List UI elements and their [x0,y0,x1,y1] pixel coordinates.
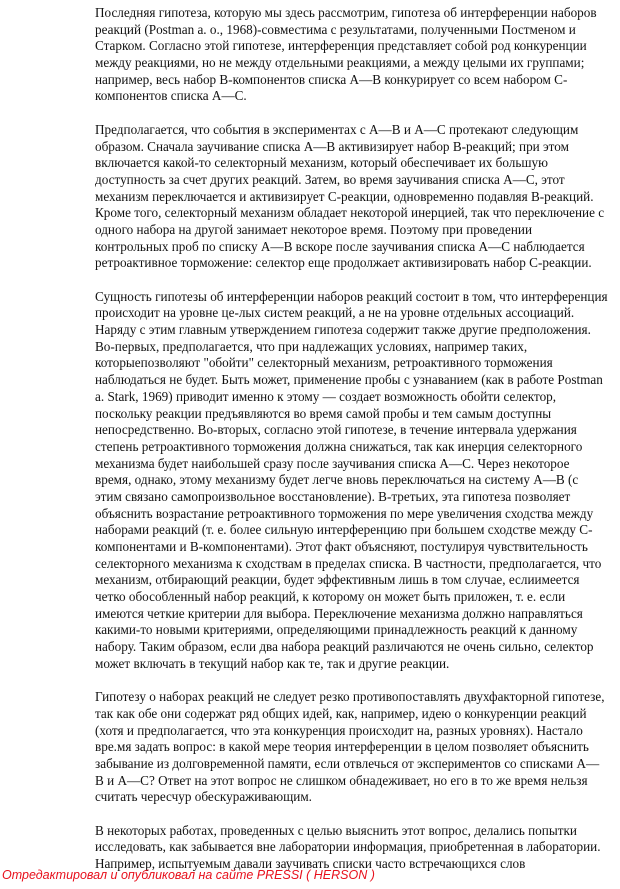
text-line: компонентов списка А—С. [95,88,247,104]
text-line: включается какой-то селекторный механизм, который обеспечивает их большую [95,155,548,171]
paragraph [95,289,617,673]
text-line: Например, испытуемым давали заучивать списки часто встречающихся слов [95,856,526,872]
document-body [95,5,617,889]
text-line: механизма будет наибольшей сразу после заучивания списка А—С. Через некоторое [95,455,570,471]
text-line: (хотя и предполагается, что эта конкуренция происходит на, разных уровнях). Настало [95,722,583,738]
text-line: Последняя гипотеза, которую мы здесь рассмотрим, гипотеза об интерференции наборов [95,5,597,20]
text-line: реакций (Postman a. o., 1968)-совместима с результатами, полученными Постменом и [95,21,576,37]
paragraph [95,5,617,105]
text-line: происходит на уровне це-лых систем реакций, а не на уровне отдельных ассоциаций. [95,305,575,321]
text-line: селекторного механизма к сходствам в пределах списка. В частности, предполагается, что [95,555,602,571]
text-line: компонентами и В-компонентами). Этот факт объясняют, постулируя чувствительность [95,539,588,554]
text-line: например, весь набор В-компонентов списка А—В конкурирует со всем набором С- [95,71,568,87]
text-line: Кроме того, селекторный механизм обладает некоторой инерцией, так что переключение с [95,205,605,221]
text-line: В и А—С? Ответ на этот вопрос не слишком обнадеживает, но его в то же время нельзя [95,772,588,788]
text-line: В некоторых работах, проведенных с целью выяснить этот вопрос, делались попытки [95,822,577,838]
text-line: Старком. Согласно этой гипотезе, интерференция представляет собой род конкуренции [95,38,587,54]
text-line: механизм переключается и активизирует С-реакции, одновременно подавляя В-реакций. [95,188,594,204]
text-line: поскольку реакции предъявляются во время самой пробы и тем самым доступны [95,405,552,421]
text-line: которыепозволяют "обойти" селекторный механизм, ретроактивного торможения [95,355,553,371]
text-line: Наряду с этим главным утверждением гипотеза содержит также другие предположения. [95,322,591,338]
publisher-credit: Отредактировал и опубликовал на сайте PRESSI ( HERSON ) [2,868,375,882]
text-line: Предполагается, что события в экспериментах с А—В и А—С протекают следующим [95,121,579,137]
text-line: ретроактивное торможение: селектор еще продолжает активизировать набор С-реакции. [95,255,592,271]
text-line: контрольных проб по списку А—В вскоре после заучивания списка А—С наблюдается [95,238,585,254]
text-line: доступность за счет других реакций. Затем, во время заучивания списка А—С, этот [95,171,565,187]
text-line: степень ретроактивного торможения должна снижаться, так как инерция селекторного [95,438,583,454]
text-line: какими-то новыми критериями, определяющими принадлежность реакций к данному [95,622,578,638]
text-line: между реакциями, но не между отдельными реакциями, а между целыми их группами; [95,55,585,71]
text-line: объяснить возрастание ретроактивного торможения по мере увеличения сходства между [95,505,594,521]
text-line: Гипотезу о наборах реакций не следует резко противопоставлять двухфакторной гипотезе, [95,689,605,705]
text-line: непосредственно. Во-вторых, согласно этой гипотезе, в течение интервала удержания [95,422,577,438]
paragraph [95,823,617,873]
text-line: четко обособленный набор реакций, к которому он может быть приложен, т. е. если [95,589,566,605]
text-line: забывание из долговременной памяти, если отвлечься от экспериментов со списками А— [95,755,600,771]
text-line: может включать в текущий набор как те, так и другие реакции. [95,655,450,671]
text-line: наборами реакций (т. е. более сильную интерференцию при большем сходстве между С- [95,522,593,538]
text-line: так как обе они содержат ряд общих идей, как, например, идею о конкуренции реакций [95,705,587,721]
text-line: набору. Таким образом, если два набора реакций различаются не очень сильно, селектор [95,639,594,655]
text-line: этим связано самопроизвольное восстановление). В-третьих, эта гипотеза позволяет [95,488,571,504]
text-line: время, однако, этому механизму будет легче вновь переключаться на систему А—В (с [95,472,579,488]
text-line: Сущность гипотезы об интерференции наборов реакций состоит в том, что интерференция [95,288,608,304]
paragraph [95,689,617,806]
text-line: имеются четкие критерии для выбора. Переключение механизма должно направляться [95,605,583,621]
text-line: одного набора на другой занимает некоторое время. Поэтому при проведении [95,221,533,237]
text-line: Во-первых, предполагается, что при надлежащих условиях, например таких, [95,338,528,354]
text-line: наблюдаться не будет. Быть может, применение пробы с узнаванием (как в работе Postman [95,372,603,388]
text-line: вре.мя задать вопрос: в какой мере теория интерференции в целом позволяет объяснить [95,739,589,755]
paragraph [95,122,617,272]
text-line: механизм, отбирающий реакции, будет эффективным лишь в том случае, еслиимеется [95,572,580,588]
text-line: образом. Сначала заучивание списка А—В активизирует набор В-реакций; при этом [95,138,569,154]
text-line: считать чересчур обескураживающим. [95,789,312,805]
text-line: исследовать, как забывается вне лаборатории информация, приобретенная в лаборатории. [95,839,601,855]
text-line: a. Stark, 1969) приводит именно к этому — создает возможность обойти селектор, [95,388,557,404]
